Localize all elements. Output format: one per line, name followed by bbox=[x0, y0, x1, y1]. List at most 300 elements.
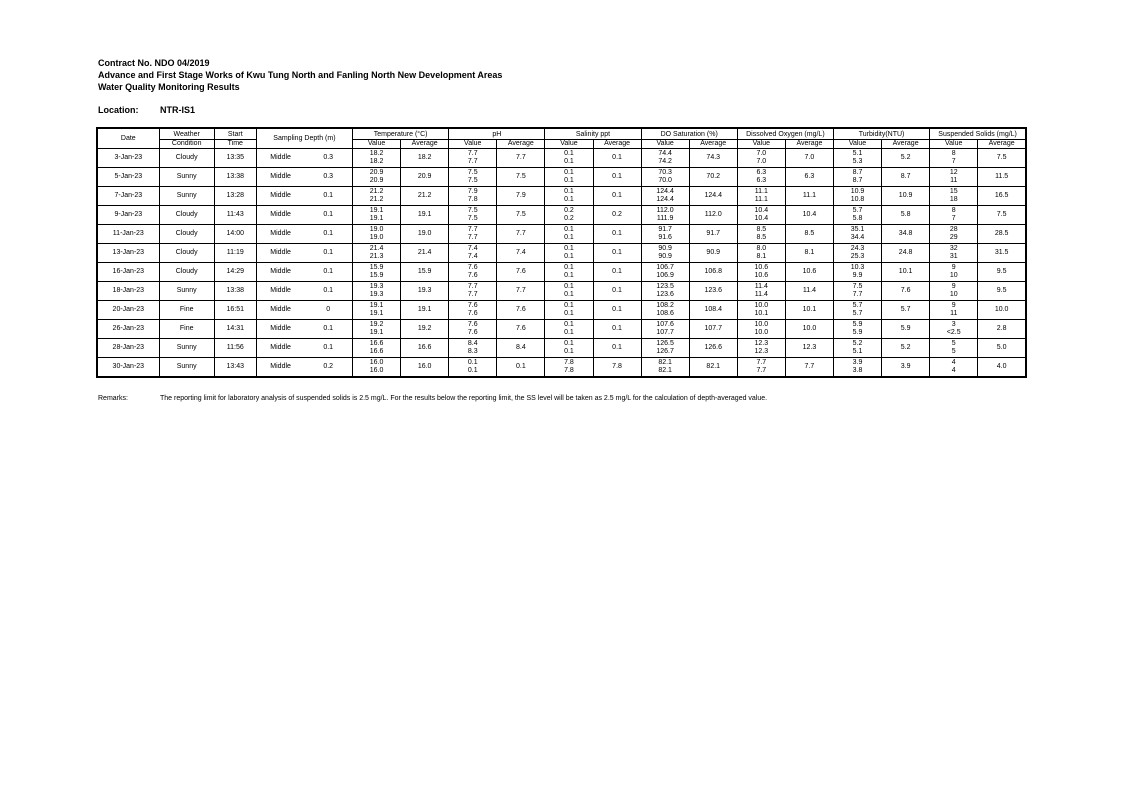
cell-turbidity-average: 24.8 bbox=[882, 244, 930, 263]
cell-salinity-values bbox=[545, 301, 593, 320]
cell-temperature-values-reading: 21.4 bbox=[369, 245, 384, 252]
cell-dissolved-oxygen-values bbox=[737, 168, 785, 187]
cell-temperature-values-reading: 19.1 bbox=[369, 310, 384, 317]
table-row bbox=[97, 244, 1026, 263]
cell-ph-average: 8.4 bbox=[497, 339, 545, 358]
cell-weather: Sunny bbox=[159, 339, 214, 358]
cell-salinity-values bbox=[545, 149, 593, 168]
cell-temperature-values bbox=[353, 263, 401, 282]
col-time: Time bbox=[214, 140, 256, 149]
cell-salinity-values-reading: 7.8 bbox=[564, 367, 574, 374]
cell-turbidity-values-reading: 10.3 bbox=[850, 264, 865, 271]
cell-temperature-average: 19.3 bbox=[401, 282, 449, 301]
cell-turbidity-values-reading: 5.8 bbox=[852, 215, 863, 222]
cell-turbidity-values bbox=[833, 187, 881, 206]
cell-dissolved-oxygen-values-reading: 8.5 bbox=[756, 226, 767, 233]
cell-dissolved-oxygen-values bbox=[737, 149, 785, 168]
cell-salinity-values-reading: 7.8 bbox=[564, 359, 574, 366]
cell-ph-values-reading: 7.6 bbox=[467, 302, 478, 309]
cell-dissolved-oxygen-values-reading: 7.0 bbox=[756, 150, 767, 157]
cell-time: 14:00 bbox=[214, 225, 256, 244]
cell-ph-values bbox=[449, 339, 497, 358]
cell-turbidity-values-reading: 10.8 bbox=[850, 196, 865, 203]
cell-salinity-values-reading: 0.1 bbox=[564, 272, 574, 279]
cell-temperature-values-reading: 15.9 bbox=[369, 272, 384, 279]
cell-suspended-solids-values-reading: 7 bbox=[951, 215, 956, 222]
cell-depth: 0.1 bbox=[304, 263, 352, 282]
cell-ph-values-reading: 7.8 bbox=[467, 196, 478, 203]
water-quality-table bbox=[96, 127, 1027, 378]
cell-salinity-values-reading: 0.1 bbox=[564, 169, 574, 176]
cell-do-saturation-values bbox=[641, 168, 689, 187]
cell-turbidity-values-reading: 9.9 bbox=[852, 272, 863, 279]
cell-depth: 0.2 bbox=[304, 358, 352, 378]
cell-dissolved-oxygen-values-reading: 11.4 bbox=[754, 283, 768, 290]
cell-suspended-solids-values-reading: 9 bbox=[951, 283, 956, 290]
cell-do-saturation-values-reading: 123.5 bbox=[656, 283, 674, 290]
cell-salinity-values-reading: 0.1 bbox=[564, 226, 574, 233]
cell-temperature-average: 19.1 bbox=[401, 301, 449, 320]
cell-salinity-average: 0.1 bbox=[593, 225, 641, 244]
cell-date: 7-Jan-23 bbox=[97, 187, 159, 206]
subcol-average: Average bbox=[593, 140, 641, 149]
cell-temperature-values-reading: 19.1 bbox=[369, 302, 384, 309]
cell-temperature-values bbox=[353, 187, 401, 206]
cell-turbidity-values-reading: 10.9 bbox=[850, 188, 865, 195]
cell-date: 11-Jan-23 bbox=[97, 225, 159, 244]
remarks-text: The reporting limit for laboratory analysis of suspended solids is 2.5 mg/L. For the results below the reporting limit, the SS level will be taken as 2.5 mg/L for the calculation of depth-averaged value. bbox=[160, 395, 768, 402]
cell-salinity-values-reading: 0.2 bbox=[564, 215, 574, 222]
cell-weather: Cloudy bbox=[159, 225, 214, 244]
cell-temperature-average: 16.6 bbox=[401, 339, 449, 358]
cell-salinity-values-reading: 0.1 bbox=[564, 196, 574, 203]
cell-dissolved-oxygen-values-reading: 10.0 bbox=[754, 321, 769, 328]
cell-suspended-solids-values-reading: 32 bbox=[949, 245, 958, 252]
cell-do-saturation-values-reading: 107.7 bbox=[656, 329, 674, 336]
cell-suspended-solids-values-reading: 8 bbox=[951, 207, 956, 214]
cell-ph-values-reading: 7.7 bbox=[467, 150, 478, 157]
cell-dissolved-oxygen-values bbox=[737, 244, 785, 263]
cell-do-saturation-values-reading: 90.9 bbox=[658, 253, 672, 260]
col-turbidity: Turbidity(NTU) bbox=[833, 128, 929, 140]
cell-turbidity-values-reading: 7.7 bbox=[852, 291, 863, 298]
cell-depth-label: Middle bbox=[256, 225, 304, 244]
cell-salinity-values-reading: 0.1 bbox=[564, 302, 574, 309]
cell-do-saturation-values-reading: 74.2 bbox=[658, 158, 672, 165]
cell-depth-label: Middle bbox=[256, 358, 304, 378]
cell-do-saturation-values-reading: 106.7 bbox=[656, 264, 674, 271]
cell-dissolved-oxygen-values-reading: 11.4 bbox=[754, 291, 768, 298]
cell-temperature-values-reading: 20.9 bbox=[369, 169, 384, 176]
cell-do-saturation-values bbox=[641, 225, 689, 244]
cell-do-saturation-average: 107.7 bbox=[689, 320, 737, 339]
cell-temperature-values bbox=[353, 225, 401, 244]
cell-do-saturation-values bbox=[641, 358, 689, 378]
cell-suspended-solids-values bbox=[930, 301, 978, 320]
cell-depth: 0.1 bbox=[304, 206, 352, 225]
cell-turbidity-average: 5.8 bbox=[882, 206, 930, 225]
cell-date: 3-Jan-23 bbox=[97, 149, 159, 168]
table-row bbox=[97, 206, 1026, 225]
subcol-value: Value bbox=[833, 140, 881, 149]
cell-salinity-values-reading: 0.1 bbox=[564, 321, 574, 328]
cell-depth-label: Middle bbox=[256, 168, 304, 187]
cell-temperature-values bbox=[353, 339, 401, 358]
cell-dissolved-oxygen-values bbox=[737, 320, 785, 339]
cell-do-saturation-values-reading: 108.2 bbox=[656, 302, 674, 309]
cell-weather: Fine bbox=[159, 301, 214, 320]
cell-salinity-average: 0.1 bbox=[593, 244, 641, 263]
cell-temperature-average: 19.0 bbox=[401, 225, 449, 244]
cell-dissolved-oxygen-values bbox=[737, 282, 785, 301]
cell-turbidity-values-reading: 3.8 bbox=[852, 367, 863, 374]
cell-do-saturation-values-reading: 124.4 bbox=[656, 188, 674, 195]
cell-do-saturation-values-reading: 74.4 bbox=[658, 150, 672, 157]
cell-do-saturation-values-reading: 82.1 bbox=[658, 359, 672, 366]
cell-temperature-values bbox=[353, 168, 401, 187]
cell-suspended-solids-values bbox=[930, 339, 978, 358]
cell-do-saturation-values-reading: 112.0 bbox=[656, 207, 674, 214]
cell-do-saturation-values bbox=[641, 206, 689, 225]
cell-salinity-average: 0.1 bbox=[593, 320, 641, 339]
cell-weather: Cloudy bbox=[159, 206, 214, 225]
cell-do-saturation-average: 91.7 bbox=[689, 225, 737, 244]
cell-turbidity-values-reading: 24.3 bbox=[850, 245, 865, 252]
col-do-saturation: DO Saturation (%) bbox=[641, 128, 737, 140]
cell-dissolved-oxygen-average: 11.1 bbox=[785, 187, 833, 206]
col-date: Date bbox=[97, 128, 159, 149]
cell-temperature-values-reading: 19.2 bbox=[369, 321, 384, 328]
cell-temperature-values bbox=[353, 244, 401, 263]
cell-time: 13:35 bbox=[214, 149, 256, 168]
cell-do-saturation-values bbox=[641, 339, 689, 358]
cell-temperature-values bbox=[353, 320, 401, 339]
cell-temperature-values bbox=[353, 358, 401, 378]
cell-ph-values-reading: 7.7 bbox=[467, 291, 478, 298]
subcol-average: Average bbox=[785, 140, 833, 149]
cell-ph-values-reading: 7.7 bbox=[467, 158, 478, 165]
cell-do-saturation-values bbox=[641, 149, 689, 168]
subcol-value: Value bbox=[641, 140, 689, 149]
cell-suspended-solids-average: 28.5 bbox=[978, 225, 1026, 244]
cell-salinity-values bbox=[545, 282, 593, 301]
location-label: Location: bbox=[98, 105, 139, 115]
cell-temperature-values bbox=[353, 282, 401, 301]
cell-dissolved-oxygen-average: 6.3 bbox=[785, 168, 833, 187]
cell-time: 13:38 bbox=[214, 282, 256, 301]
cell-date: 30-Jan-23 bbox=[97, 358, 159, 378]
cell-do-saturation-values bbox=[641, 301, 689, 320]
cell-suspended-solids-values-reading: 11 bbox=[950, 177, 958, 184]
cell-weather: Cloudy bbox=[159, 149, 214, 168]
cell-temperature-values-reading: 18.2 bbox=[369, 150, 384, 157]
cell-turbidity-values bbox=[833, 339, 881, 358]
cell-ph-average: 7.6 bbox=[497, 263, 545, 282]
cell-ph-values-reading: 7.4 bbox=[467, 253, 478, 260]
cell-turbidity-values-reading: 5.1 bbox=[852, 348, 863, 355]
cell-suspended-solids-values-reading: 9 bbox=[951, 302, 956, 309]
cell-do-saturation-values bbox=[641, 320, 689, 339]
cell-dissolved-oxygen-values bbox=[737, 358, 785, 378]
cell-turbidity-values bbox=[833, 301, 881, 320]
cell-weather: Sunny bbox=[159, 168, 214, 187]
cell-turbidity-values bbox=[833, 320, 881, 339]
cell-ph-values-reading: 7.6 bbox=[467, 329, 478, 336]
table-row bbox=[97, 263, 1026, 282]
cell-ph-values bbox=[449, 168, 497, 187]
cell-salinity-average: 0.1 bbox=[593, 149, 641, 168]
cell-suspended-solids-values-reading: 28 bbox=[949, 226, 958, 233]
subcol-value: Value bbox=[449, 140, 497, 149]
cell-salinity-values-reading: 0.1 bbox=[564, 348, 574, 355]
cell-turbidity-average: 7.6 bbox=[882, 282, 930, 301]
cell-dissolved-oxygen-values-reading: 7.0 bbox=[756, 158, 767, 165]
cell-ph-values bbox=[449, 263, 497, 282]
table-row bbox=[97, 187, 1026, 206]
cell-do-saturation-values-reading: 107.6 bbox=[656, 321, 674, 328]
cell-turbidity-average: 5.7 bbox=[882, 301, 930, 320]
report-title: Water Quality Monitoring Results bbox=[98, 82, 240, 92]
cell-salinity-values-reading: 0.1 bbox=[564, 234, 574, 241]
cell-salinity-average: 0.2 bbox=[593, 206, 641, 225]
cell-do-saturation-average: 106.8 bbox=[689, 263, 737, 282]
cell-temperature-values-reading: 16.0 bbox=[369, 367, 384, 374]
cell-ph-values bbox=[449, 244, 497, 263]
cell-suspended-solids-average: 4.0 bbox=[978, 358, 1026, 378]
cell-temperature-values-reading: 21.2 bbox=[369, 196, 384, 203]
cell-suspended-solids-average: 5.0 bbox=[978, 339, 1026, 358]
cell-depth: 0.1 bbox=[304, 225, 352, 244]
cell-ph-average: 7.6 bbox=[497, 301, 545, 320]
table-row bbox=[97, 282, 1026, 301]
cell-salinity-values bbox=[545, 244, 593, 263]
cell-turbidity-average: 8.7 bbox=[882, 168, 930, 187]
cell-do-saturation-values-reading: 111.9 bbox=[656, 215, 674, 222]
table-row bbox=[97, 149, 1026, 168]
subcol-value: Value bbox=[930, 140, 978, 149]
col-start: Start bbox=[214, 128, 256, 140]
cell-time: 14:31 bbox=[214, 320, 256, 339]
cell-turbidity-values-reading: 3.9 bbox=[852, 359, 863, 366]
cell-dissolved-oxygen-values-reading: 10.0 bbox=[754, 302, 769, 309]
cell-turbidity-values-reading: 8.7 bbox=[852, 177, 863, 184]
cell-temperature-values bbox=[353, 206, 401, 225]
cell-date: 20-Jan-23 bbox=[97, 301, 159, 320]
cell-temperature-average: 19.1 bbox=[401, 206, 449, 225]
cell-suspended-solids-values-reading: 3 bbox=[951, 321, 956, 328]
cell-turbidity-values-reading: 5.9 bbox=[852, 321, 863, 328]
cell-dissolved-oxygen-values-reading: 12.3 bbox=[754, 348, 769, 355]
cell-salinity-average: 0.1 bbox=[593, 301, 641, 320]
cell-time: 13:28 bbox=[214, 187, 256, 206]
cell-temperature-values-reading: 19.0 bbox=[369, 234, 384, 241]
cell-temperature-average: 21.2 bbox=[401, 187, 449, 206]
cell-dissolved-oxygen-values bbox=[737, 187, 785, 206]
cell-depth-label: Middle bbox=[256, 320, 304, 339]
cell-dissolved-oxygen-values-reading: 6.3 bbox=[756, 169, 767, 176]
cell-date: 28-Jan-23 bbox=[97, 339, 159, 358]
cell-dissolved-oxygen-average: 8.5 bbox=[785, 225, 833, 244]
cell-dissolved-oxygen-values-reading: 8.5 bbox=[756, 234, 767, 241]
cell-do-saturation-values-reading: 108.6 bbox=[656, 310, 674, 317]
cell-turbidity-average: 3.9 bbox=[882, 358, 930, 378]
cell-suspended-solids-values bbox=[930, 358, 978, 378]
cell-depth-label: Middle bbox=[256, 206, 304, 225]
cell-ph-values bbox=[449, 149, 497, 168]
cell-ph-values-reading: 8.3 bbox=[467, 348, 478, 355]
cell-turbidity-values bbox=[833, 244, 881, 263]
cell-do-saturation-values-reading: 91.7 bbox=[658, 226, 672, 233]
cell-turbidity-values-reading: 35.1 bbox=[850, 226, 865, 233]
cell-do-saturation-average: 112.0 bbox=[689, 206, 737, 225]
cell-ph-values-reading: 7.7 bbox=[467, 283, 478, 290]
cell-salinity-values-reading: 0.1 bbox=[564, 329, 574, 336]
cell-suspended-solids-average: 11.5 bbox=[978, 168, 1026, 187]
cell-do-saturation-values-reading: 70.3 bbox=[658, 169, 672, 176]
cell-temperature-values-reading: 21.2 bbox=[369, 188, 384, 195]
cell-salinity-average: 0.1 bbox=[593, 282, 641, 301]
cell-dissolved-oxygen-values-reading: 12.3 bbox=[754, 340, 769, 347]
cell-dissolved-oxygen-values-reading: 10.4 bbox=[754, 207, 769, 214]
cell-depth: 0 bbox=[304, 301, 352, 320]
cell-suspended-solids-values-reading: 10 bbox=[949, 291, 958, 298]
cell-do-saturation-values-reading: 106.9 bbox=[656, 272, 674, 279]
subcol-value: Value bbox=[545, 140, 593, 149]
cell-suspended-solids-average: 10.0 bbox=[978, 301, 1026, 320]
subcol-value: Value bbox=[737, 140, 785, 149]
cell-weather: Cloudy bbox=[159, 263, 214, 282]
cell-suspended-solids-average: 9.5 bbox=[978, 263, 1026, 282]
cell-turbidity-values bbox=[833, 282, 881, 301]
cell-suspended-solids-average: 2.8 bbox=[978, 320, 1026, 339]
cell-suspended-solids-values bbox=[930, 225, 978, 244]
cell-temperature-values-reading: 21.3 bbox=[369, 253, 384, 260]
cell-dissolved-oxygen-average: 7.7 bbox=[785, 358, 833, 378]
cell-temperature-values-reading: 19.1 bbox=[369, 329, 384, 336]
cell-suspended-solids-values-reading: 29 bbox=[949, 234, 958, 241]
cell-ph-values-reading: 7.5 bbox=[467, 177, 478, 184]
cell-salinity-average: 0.1 bbox=[593, 187, 641, 206]
cell-salinity-values-reading: 0.1 bbox=[564, 340, 574, 347]
cell-ph-values bbox=[449, 187, 497, 206]
cell-do-saturation-values bbox=[641, 282, 689, 301]
cell-turbidity-values-reading: 5.7 bbox=[852, 207, 863, 214]
cell-ph-values bbox=[449, 225, 497, 244]
cell-temperature-average: 21.4 bbox=[401, 244, 449, 263]
cell-ph-values bbox=[449, 358, 497, 378]
cell-weather: Sunny bbox=[159, 358, 214, 378]
cell-time: 13:43 bbox=[214, 358, 256, 378]
cell-date: 9-Jan-23 bbox=[97, 206, 159, 225]
cell-salinity-values-reading: 0.1 bbox=[564, 291, 574, 298]
cell-time: 11:19 bbox=[214, 244, 256, 263]
cell-temperature-values-reading: 16.0 bbox=[369, 359, 384, 366]
cell-temperature-values-reading: 16.6 bbox=[369, 340, 384, 347]
cell-ph-average: 7.7 bbox=[497, 282, 545, 301]
cell-depth-label: Middle bbox=[256, 301, 304, 320]
cell-salinity-values-reading: 0.1 bbox=[564, 177, 574, 184]
cell-temperature-average: 19.2 bbox=[401, 320, 449, 339]
cell-do-saturation-average: 70.2 bbox=[689, 168, 737, 187]
cell-salinity-values bbox=[545, 320, 593, 339]
cell-dissolved-oxygen-values-reading: 10.4 bbox=[754, 215, 769, 222]
cell-dissolved-oxygen-average: 7.0 bbox=[785, 149, 833, 168]
cell-time: 11:43 bbox=[214, 206, 256, 225]
cell-date: 13-Jan-23 bbox=[97, 244, 159, 263]
cell-salinity-values-reading: 0.1 bbox=[564, 150, 574, 157]
cell-suspended-solids-values-reading: 5 bbox=[951, 340, 956, 347]
cell-ph-average: 7.6 bbox=[497, 320, 545, 339]
table-row bbox=[97, 168, 1026, 187]
cell-temperature-values-reading: 19.1 bbox=[369, 207, 384, 214]
cell-suspended-solids-average: 7.5 bbox=[978, 206, 1026, 225]
cell-depth: 0.1 bbox=[304, 339, 352, 358]
cell-salinity-average: 0.1 bbox=[593, 339, 641, 358]
cell-turbidity-values bbox=[833, 225, 881, 244]
cell-temperature-values-reading: 20.9 bbox=[369, 177, 384, 184]
cell-ph-average: 7.9 bbox=[497, 187, 545, 206]
cell-turbidity-average: 5.2 bbox=[882, 149, 930, 168]
cell-suspended-solids-values bbox=[930, 263, 978, 282]
cell-turbidity-values-reading: 7.5 bbox=[852, 283, 863, 290]
cell-depth: 0.3 bbox=[304, 168, 352, 187]
cell-depth-label: Middle bbox=[256, 149, 304, 168]
cell-salinity-average: 0.1 bbox=[593, 168, 641, 187]
cell-dissolved-oxygen-values bbox=[737, 339, 785, 358]
cell-depth: 0.1 bbox=[304, 187, 352, 206]
cell-turbidity-values-reading: 5.2 bbox=[852, 340, 863, 347]
cell-ph-values bbox=[449, 301, 497, 320]
cell-dissolved-oxygen-values-reading: 7.7 bbox=[756, 359, 767, 366]
cell-turbidity-average: 10.9 bbox=[882, 187, 930, 206]
cell-ph-average: 7.4 bbox=[497, 244, 545, 263]
remarks-label: Remarks: bbox=[98, 395, 128, 402]
subcol-value: Value bbox=[353, 140, 401, 149]
table-row bbox=[97, 358, 1026, 378]
subcol-average: Average bbox=[882, 140, 930, 149]
cell-depth-label: Middle bbox=[256, 339, 304, 358]
cell-date: 5-Jan-23 bbox=[97, 168, 159, 187]
cell-dissolved-oxygen-values bbox=[737, 206, 785, 225]
cell-ph-average: 7.7 bbox=[497, 225, 545, 244]
cell-do-saturation-average: 82.1 bbox=[689, 358, 737, 378]
cell-suspended-solids-values bbox=[930, 168, 978, 187]
cell-turbidity-values-reading: 5.7 bbox=[852, 310, 863, 317]
cell-dissolved-oxygen-values-reading: 10.6 bbox=[754, 272, 769, 279]
cell-dissolved-oxygen-values bbox=[737, 225, 785, 244]
cell-time: 13:38 bbox=[214, 168, 256, 187]
col-weather: Weather bbox=[159, 128, 214, 140]
header-row-1 bbox=[97, 128, 1026, 140]
cell-ph-values bbox=[449, 282, 497, 301]
cell-turbidity-values-reading: 5.1 bbox=[852, 150, 863, 157]
cell-do-saturation-values bbox=[641, 244, 689, 263]
cell-suspended-solids-values bbox=[930, 187, 978, 206]
cell-turbidity-average: 10.1 bbox=[882, 263, 930, 282]
cell-suspended-solids-values-reading: 31 bbox=[949, 253, 958, 260]
col-sampling-depth: Sampling Depth (m) bbox=[256, 128, 352, 149]
cell-salinity-values bbox=[545, 263, 593, 282]
cell-do-saturation-values-reading: 126.5 bbox=[656, 340, 674, 347]
header-row-2 bbox=[97, 140, 1026, 149]
cell-turbidity-values-reading: 5.3 bbox=[852, 158, 863, 165]
cell-ph-values-reading: 0.1 bbox=[467, 359, 478, 366]
cell-salinity-values-reading: 0.1 bbox=[564, 264, 574, 271]
cell-salinity-average: 0.1 bbox=[593, 263, 641, 282]
cell-suspended-solids-values-reading: 5 bbox=[951, 348, 956, 355]
cell-temperature-average: 20.9 bbox=[401, 168, 449, 187]
cell-suspended-solids-values-reading: 11 bbox=[950, 310, 958, 317]
